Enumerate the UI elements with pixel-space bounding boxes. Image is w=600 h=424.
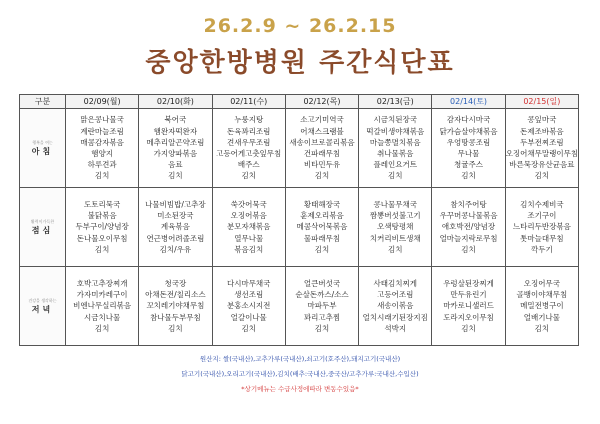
dish-item: 김치: [168, 171, 183, 181]
meal-label-breakfast: [20, 109, 66, 188]
dish-item: 김치: [241, 323, 256, 333]
dish-item: 견새우무조림: [226, 137, 271, 147]
dish-item: 연근병어려졸조림: [146, 233, 205, 243]
dish-item: 소고기미역국: [300, 115, 344, 125]
menu-cell: [285, 188, 358, 267]
meal-row-breakfast: [20, 109, 579, 188]
dish-item: 김치수제비국: [520, 199, 564, 209]
dish-item: 메밀전병구이: [520, 301, 564, 311]
dish-item: 떡갈비생야채볶음: [366, 126, 425, 136]
dish-item: 배주스: [237, 160, 260, 170]
weekly-menu-table: [19, 94, 579, 346]
day-header-fri: 02/13(금): [359, 95, 432, 109]
dish-item: 김치: [388, 171, 403, 181]
dish-item: 메콤삭어묵볶음: [296, 222, 348, 232]
menu-cell: [139, 188, 212, 267]
menu-cell: [359, 109, 432, 188]
dish-item: 김치: [94, 244, 110, 254]
dish-item: 닭가슴살야채볶음: [439, 126, 498, 136]
dish-item: 치커리비트생채: [369, 233, 421, 243]
dish-item: 김치: [94, 171, 110, 181]
dish-item: 사태김치찌게: [373, 278, 417, 288]
dish-item: 참치주어탕: [450, 199, 487, 209]
dish-item: 김치: [461, 171, 476, 181]
dish-item: 다시마무채국: [226, 278, 271, 288]
dish-item: 조기구이: [527, 211, 557, 221]
dish-item: 참나물두부무침: [150, 312, 201, 322]
dish-item: 우렁살된장찌게: [443, 278, 494, 288]
origin-line-1: 원산지: 쌀(국내산),고추가루(국내산),쇠고기(호주산),돼지고기(국내산): [199, 355, 401, 363]
dish-item: 호박고추장찌개: [76, 278, 128, 288]
day-header-thu: 02/12(목): [285, 95, 358, 109]
dish-item: 고등어조림: [377, 290, 414, 300]
dish-item: 물파래무침: [303, 233, 341, 243]
dish-item: 김치: [314, 323, 330, 333]
dish-item: 새송이브로콜리볶음: [289, 137, 355, 147]
menu-cell: [212, 188, 285, 267]
menu-cell: [285, 267, 358, 346]
meal-label-lunch: [20, 188, 66, 267]
menu-cell: [505, 267, 578, 346]
meal-name: 아침: [31, 146, 54, 156]
dish-item: 나물비빔밥/고추장: [145, 199, 206, 209]
dish-item: 비타민두유: [303, 160, 341, 170]
dish-item: 황태해장국: [303, 199, 341, 209]
menu-cell: [139, 267, 212, 346]
dish-item: 짬뽕버섯불고기: [369, 211, 421, 221]
dish-item: 마카로니샐러드: [443, 301, 494, 311]
dish-item: 훈제오리볶음: [300, 211, 344, 221]
dish-item: 고등어게고춧잎무침: [216, 149, 282, 158]
dish-item: 얼치시래기된장지짐: [362, 312, 428, 322]
dish-item: 순살돈까스/소스: [295, 290, 349, 300]
menu-change-notice: *상기메뉴는 수급사정에따라 변동수있음*: [241, 385, 359, 393]
dish-item: 김치: [94, 323, 110, 333]
menu-cell: [66, 188, 139, 267]
menu-cell: [432, 188, 505, 267]
day-header-mon: 02/09(월): [66, 95, 139, 109]
dish-item: 얼큰버섯국: [303, 278, 341, 288]
date-range: 26.2.9 ~ 26.2.15: [203, 15, 397, 37]
menu-cell: [432, 267, 505, 346]
dish-item: 북어국: [164, 115, 187, 125]
dish-item: 쑥갓어묵국: [230, 199, 267, 209]
dish-item: 시금치된장국: [373, 115, 417, 125]
menu-cell: [505, 109, 578, 188]
dish-item: 마파두부: [307, 301, 337, 311]
dish-item: 느타리두반장볶음: [512, 222, 571, 232]
dish-item: 마늘쫑멸치볶음: [369, 137, 421, 147]
dish-item: 김치: [461, 244, 476, 254]
dish-item: 불닭볶음: [87, 211, 117, 221]
meal-name: 점심: [31, 225, 54, 235]
menu-cell: [139, 109, 212, 188]
dish-item: 아채돈전/칠리소스: [145, 290, 206, 300]
dish-item: 음료: [168, 160, 183, 170]
dish-item: 김치: [168, 323, 183, 333]
meal-row-dinner: [20, 267, 579, 346]
dish-item: 김치: [314, 171, 330, 181]
menu-cell: [432, 109, 505, 188]
dish-item: 두부전찌조림: [520, 137, 564, 147]
dish-item: 우꾸머콩나물볶음: [439, 211, 498, 221]
menu-cell: [212, 267, 285, 346]
dish-item: 김치: [388, 244, 403, 254]
dish-item: 석박지: [384, 323, 407, 333]
dish-item: 오징어무국: [523, 278, 560, 288]
dish-item: 메추리알곤약조림: [146, 137, 205, 147]
corner-label: 구분: [20, 95, 66, 109]
dish-item: 얼배기나물: [523, 312, 560, 322]
page-title: 중앙한방병원 주간식단표: [145, 48, 455, 78]
dish-item: 김치: [461, 323, 476, 333]
dish-item: 맑은콩나물국: [80, 115, 124, 125]
dish-item: 계란마늘조림: [80, 126, 124, 136]
dish-item: 미소된장국: [157, 211, 194, 221]
dish-item: 계육볶음: [160, 222, 190, 232]
dish-item: 가지양파볶음: [153, 149, 198, 158]
dish-item: 꽈리고추찜: [303, 312, 341, 322]
dish-item: 새송이볶음: [377, 301, 414, 311]
dish-item: 분모자채볶음: [226, 222, 271, 232]
dish-item: 골뱅이야채무침: [516, 290, 568, 300]
dish-item: 톳마늘대무침: [520, 233, 564, 243]
dish-item: 돈제조바볶음: [520, 126, 564, 136]
dish-item: 돈육꽈리조림: [226, 126, 271, 136]
day-header-sat: 02/14(토): [432, 95, 505, 109]
day-header-wed: 02/11(수): [212, 95, 285, 109]
dish-item: 김치: [241, 171, 256, 181]
dish-item: 김치: [534, 323, 550, 333]
origin-line-2: 닭고기(국내산),오리고기(국내산),김치(배추:국내산,중국산/고추가루:국내산,수입산): [181, 370, 419, 378]
dish-item: 열무나물: [234, 233, 264, 243]
dish-item: 김치: [314, 244, 330, 254]
dish-item: 콩나물무채국: [373, 199, 417, 209]
dish-item: 김치/우유: [159, 244, 192, 254]
dish-item: 어채스크램블: [300, 126, 344, 136]
menu-cell: [66, 109, 139, 188]
dish-item: 김치: [534, 171, 550, 181]
dish-item: 청국장: [164, 278, 187, 288]
dish-item: 분홍소시지전: [226, 301, 271, 311]
dish-item: 깍두기: [530, 244, 553, 254]
dish-item: 우엉땅콩조림: [446, 137, 491, 147]
menu-cell: [505, 188, 578, 267]
dish-item: 만두유린기: [450, 290, 487, 300]
dish-item: 가자미카레구이: [76, 290, 128, 300]
dish-item: 콩잎마국: [527, 115, 557, 125]
dish-item: 햄완자떡완자: [153, 126, 198, 136]
dish-item: 청귤주스: [454, 160, 484, 170]
meal-note: 행복을 여는: [32, 139, 53, 145]
menu-cell: [359, 188, 432, 267]
dish-item: 비엔나무실리볶음: [73, 301, 132, 311]
meal-note: 건강을 생각하는: [28, 297, 57, 303]
meal-note: 활력이가득찬: [30, 218, 55, 224]
header-row: [20, 95, 579, 109]
dish-item: 햄양지: [91, 149, 114, 158]
dish-item: 플레인요거트: [373, 160, 417, 170]
dish-item: 시금치나물: [84, 312, 121, 322]
dish-item: 두부구이/양념장: [75, 222, 129, 232]
dish-item: 돈나물오이무침: [76, 233, 128, 243]
dish-item: 무나물: [457, 149, 480, 158]
day-header-sun: 02/15(일): [505, 95, 578, 109]
dish-item: 바른묵장유산균음료: [509, 160, 575, 170]
menu-cell: [285, 109, 358, 188]
dish-item: 얼마늘지락로무침: [439, 233, 498, 243]
menu-cell: [66, 267, 139, 346]
dish-item: 건파래무침: [303, 149, 341, 158]
dish-item: 오징어볶음: [230, 211, 267, 221]
dish-item: 취나물볶음: [377, 149, 414, 158]
dish-item: 감자다시마국: [446, 115, 491, 125]
dish-item: 오색탕평채: [377, 222, 414, 232]
dish-item: 꼬치레기야채무침: [146, 301, 205, 311]
dish-item: 생선조림: [234, 290, 264, 300]
meal-label-dinner: [20, 267, 66, 346]
dish-item: 얼갈이나물: [230, 312, 267, 322]
dish-item: 볶음김치: [234, 244, 264, 254]
meal-name: 저녁: [31, 304, 54, 314]
dish-item: 오징어채무말랭이무침: [505, 149, 578, 158]
day-header-tue: 02/10(화): [139, 95, 212, 109]
dish-item: 하루견과: [87, 160, 117, 170]
dish-item: 도라지오이무침: [443, 312, 494, 322]
dish-item: 매콤감자볶음: [80, 137, 124, 147]
menu-cell: [359, 267, 432, 346]
dish-item: 애호박전/양념장: [441, 222, 496, 232]
dish-item: 도토리묵국: [84, 199, 121, 209]
meal-row-lunch: [20, 188, 579, 267]
dish-item: 누룽지탕: [234, 115, 264, 125]
menu-cell: [212, 109, 285, 188]
